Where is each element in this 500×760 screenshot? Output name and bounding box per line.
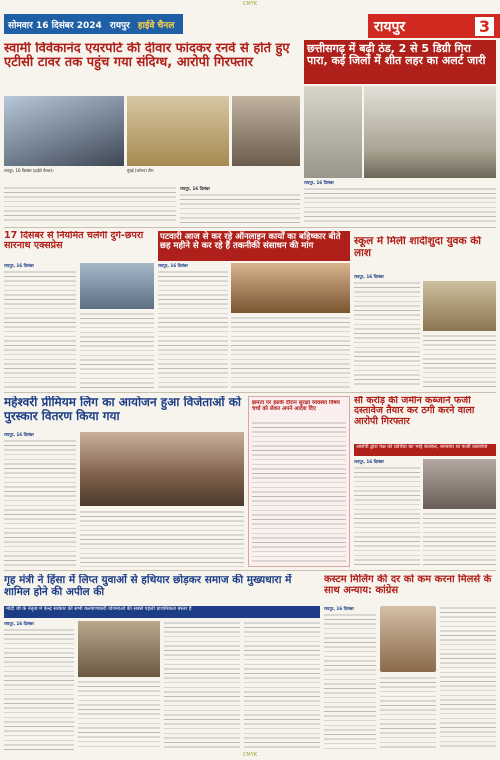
land-headline: सौ करोड़ की जमीन कब्जाने फर्जी दस्तावेज तैयार कर ठगी करने वाला आरोपी गिरफ्तार bbox=[354, 396, 475, 427]
airport-headline: स्वामी विवेकानंद एयरपोर्ट की दीवार फांदकर रनवे से होते हुए एटीसी टावर तक पहुंच गया संदिग्ध, आरोपी गिरफ्तार bbox=[4, 42, 290, 71]
premium-body-text bbox=[4, 439, 76, 567]
train-body-text bbox=[4, 270, 76, 388]
side-box bbox=[248, 396, 350, 567]
patwari-headline: पटवारी आज से कर रहे ऑनलाइन कार्यों का बहिष्कार बीते छह महीने से कर रहे हैं तकनीकी संसाधन की मांग bbox=[158, 231, 350, 261]
train-photo bbox=[80, 263, 154, 309]
airport-caption-2: मुंबई (कॉमन) टीम bbox=[127, 168, 154, 173]
custom-body-text-2 bbox=[380, 676, 436, 750]
homeminister-subhead: मोदी जी के नेतृत्व में केन्द्र सरकार की सभी कल्याणकारी योजनाओं की सबसे पहली प्राथमिकता बस्तर है bbox=[4, 606, 320, 618]
homeminister-byline: रायपुर, 16 दिसंबर bbox=[4, 621, 34, 626]
patwari-body-text bbox=[158, 270, 228, 388]
patwari-byline: रायपुर, 16 दिसंबर bbox=[158, 263, 188, 268]
premium-byline: रायपुर, 16 दिसंबर bbox=[4, 432, 34, 437]
masthead-left bbox=[4, 14, 183, 34]
side-box-text: झमता पर इसके दौरान सुरक्षा व्यवस्था विषय चर्चा को लेकर अपने आदेश दिए bbox=[252, 400, 340, 413]
print-registration-mark-bottom: CMYK bbox=[242, 752, 258, 758]
school-byline: रायपुर, 16 दिसंबर bbox=[354, 274, 384, 279]
land-body-text-2 bbox=[423, 512, 496, 567]
homeminister-photo bbox=[78, 621, 160, 677]
custom-body-text bbox=[324, 613, 376, 750]
homeminister-body-text-4 bbox=[244, 621, 320, 750]
page-tag bbox=[368, 14, 500, 38]
cold-byline: रायपुर, 16 दिसंबर bbox=[304, 180, 334, 185]
premium-headline: महेश्वरी प्रीमियम लिग का आयोजन हुआ विजेताओं को पुरस्कार वितरण किया गया bbox=[4, 396, 242, 423]
brand-name: हाईवे चैनल bbox=[137, 20, 175, 31]
cold-headline: छत्तीसगढ़ में बढ़ी ठंड, 2 से 5 डिग्री गिरा पारा, कई जिलों में शीत लहर का अलर्ट जारी bbox=[304, 40, 496, 84]
land-subhead: आरोपी द्वारा पक्ष को प्रार्थिया का भाई बताकर, बनवाया था फर्जी दस्तावेज bbox=[354, 444, 496, 456]
side-box-body bbox=[252, 421, 346, 563]
divider bbox=[4, 227, 496, 228]
custom-body-text-3 bbox=[440, 606, 496, 750]
premium-photo bbox=[80, 432, 244, 506]
airport-body-text bbox=[4, 186, 176, 224]
airport-caption-1: रायपुर, 16 दिसंबर (हाईवे चैनल)। bbox=[4, 168, 54, 173]
train-headline: 17 दिसंबर से नियमित चलेगी दुर्ग-छपरा सारनाथ एक्सप्रेस bbox=[4, 231, 144, 252]
land-body-text bbox=[354, 466, 420, 567]
patwari-photo bbox=[231, 263, 350, 313]
issue-date: सोमवार 16 दिसंबर 2024 bbox=[8, 20, 102, 31]
cold-body-text bbox=[304, 187, 496, 224]
cold-photo-1 bbox=[304, 86, 362, 178]
airport-photo-3 bbox=[232, 96, 300, 166]
homeminister-headline: गृह मंत्री ने हिंसा में लिप्त युवाओं से हथियार छोड़कर समाज की मुख्यधारा में शामिल होने की अपील की bbox=[4, 574, 292, 599]
school-body-text-2 bbox=[423, 334, 496, 388]
print-registration-mark: CMYK bbox=[242, 1, 258, 7]
airport-photo-2 bbox=[127, 96, 229, 166]
edition-name: रायपुर bbox=[109, 20, 130, 31]
custom-photo bbox=[380, 606, 436, 672]
airport-photo-1 bbox=[4, 96, 124, 166]
school-headline: स्कूल में मिली शादीशुदा युवक की लाश bbox=[354, 236, 482, 259]
custom-headline: कस्टम मिलिंग की दर को कम करना मिलर्स के साथ अन्याय: कांग्रेस bbox=[324, 574, 492, 596]
masthead bbox=[0, 10, 500, 38]
page-number: 3 bbox=[475, 17, 494, 36]
page-city: रायपुर bbox=[374, 18, 406, 35]
divider bbox=[4, 570, 496, 571]
divider bbox=[4, 392, 496, 393]
airport-body-text-2 bbox=[180, 193, 300, 224]
land-photo bbox=[423, 459, 496, 509]
land-byline: रायपुर, 16 दिसंबर bbox=[354, 459, 384, 464]
school-photo bbox=[423, 281, 496, 331]
school-body-text bbox=[354, 281, 420, 388]
train-body-text-2 bbox=[80, 312, 154, 388]
train-byline: रायपुर, 16 दिसंबर bbox=[4, 263, 34, 268]
airport-byline: रायपुर, 16 दिसंबर bbox=[180, 186, 210, 191]
homeminister-body-text bbox=[4, 628, 74, 750]
custom-byline: रायपुर, 16 दिसंबर bbox=[324, 606, 354, 611]
cold-photo-2 bbox=[364, 86, 496, 178]
patwari-body-text-2 bbox=[231, 316, 350, 388]
premium-body-text-2 bbox=[80, 510, 244, 567]
homeminister-body-text-3 bbox=[164, 621, 240, 750]
homeminister-body-text-2 bbox=[78, 680, 160, 750]
